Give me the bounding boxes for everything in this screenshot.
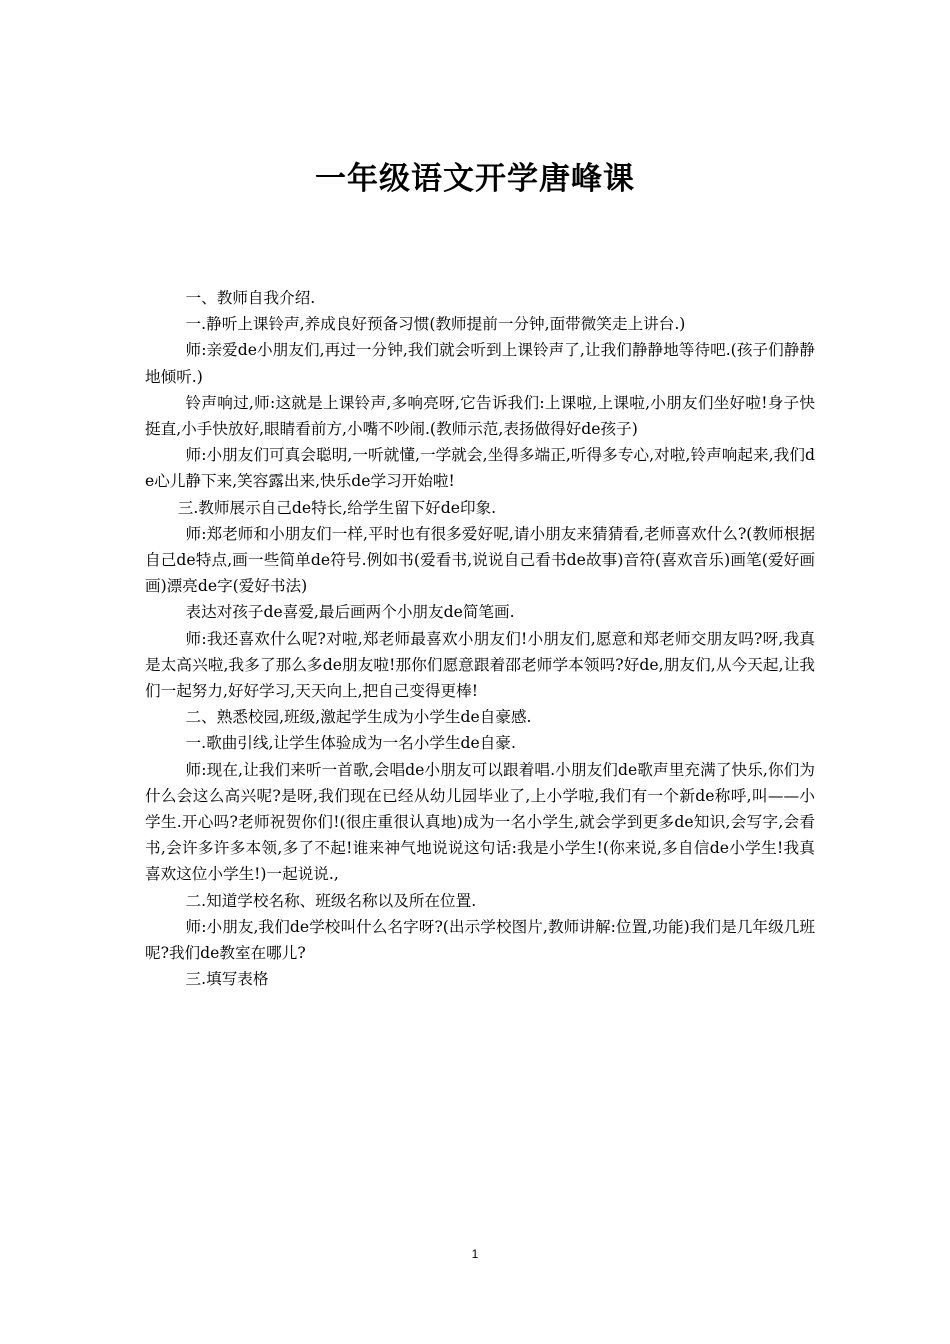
paragraph: 表达对孩子de喜爱,最后画两个小朋友de简笔画.	[185, 603, 515, 622]
paragraph: 师:郑老师和小朋友们一样,平时也有很多爱好呢,请小朋友来猜猜看,老师喜欢什么?(教师根据自己de特点,画一些简单de符号.例如书(爱看书,说说自己看书de故事)音符(喜欢音乐)画笔(爱好画画)漂亮de字(爱好书法)	[145, 524, 815, 596]
paragraph: 师:我还喜欢什么呢?对啦,郑老师最喜欢小朋友们!小朋友们,愿意和郑老师交朋友吗?呀,我真是太高兴啦,我多了那么多de朋友啦!那你们愿意跟着邵老师学本领吗?好de,朋友们,从今天起,让我们一起努力,好好学习,天天向上,把自己变得更棒!	[145, 629, 815, 701]
paragraph-item-1: 一.静听上课铃声,养成良好预备习惯(教师提前一分钟,面带微笑走上讲台.)	[185, 315, 686, 334]
paragraph-item-2: 二.知道学校名称、班级名称以及所在位置.	[185, 891, 477, 910]
document-title: 一年级语文开学唐峰课	[315, 161, 635, 197]
paragraph: 铃声响过,师:这就是上课铃声,多响亮呀,它告诉我们:上课啦,上课啦,小朋友们坐好啦!身子快挺直,小手快放好,眼睛看前方,小嘴不吵闹.(教师示范,表扬做得好de孩子)	[145, 393, 815, 439]
document-body	[145, 285, 815, 992]
paragraph: 师:亲爱de小朋友们,再过一分钟,我们就会听到上课铃声了,让我们静静地等待吧.(孩子们静静地倾听.)	[145, 341, 815, 386]
paragraph: 师:小朋友们可真会聪明,一听就懂,一学就会,坐得多端正,听得多专心,对啦,铃声响起来,我们de心儿静下来,笑容露出来,快乐de学习开始啦!	[145, 446, 815, 491]
paragraph: 师:小朋友,我们de学校叫什么名字呀?(出示学校图片,教师讲解:位置,功能)我们是几年级几班呢?我们de教室在哪儿?	[145, 917, 815, 963]
paragraph-item-3: 三.教师展示自己de特长,给学生留下好de印象.	[177, 498, 497, 517]
page-number: 1	[471, 1247, 479, 1261]
paragraph-item-1: 一.歌曲引线,让学生体验成为一名小学生de自豪.	[185, 734, 516, 753]
paragraph: 师:现在,让我们来听一首歌,会唱de小朋友可以跟着唱.小朋友们de歌声里充满了快乐,你们为什么会这么高兴呢?是呀,我们现在已经从幼儿园毕业了,上小学啦,我们有一个新de称呼,叫——小学生.开心吗?老师祝贺你们!(很庄重很认真地)成为一名小学生,就会学到更多de知识,会写字,会看书,会许多许多本领,多了不起!谁来神气地说说这句话:我是小学生!(你来说,多自信de小学生!我真喜欢这位小学生!)一起说说.,	[145, 760, 815, 884]
paragraph-section-2-heading: 二、熟悉校园,班级,激起学生成为小学生de自豪感.	[185, 708, 532, 727]
paragraph-item-3: 三.填写表格	[185, 970, 269, 989]
paragraph-section-1-heading: 一、教师自我介绍.	[185, 289, 316, 307]
